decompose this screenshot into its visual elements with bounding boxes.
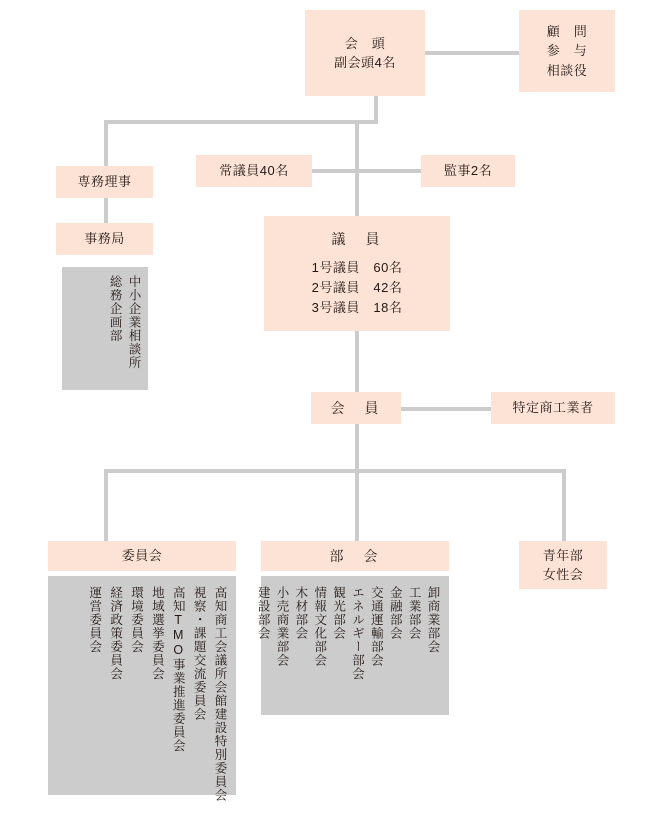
committee-list-panel bbox=[48, 576, 236, 802]
connector-councilors-members bbox=[355, 331, 359, 393]
office-label: 事務局 bbox=[84, 231, 125, 247]
node-advisor[interactable] bbox=[519, 10, 615, 92]
auditor-label: 監事2名 bbox=[443, 163, 493, 179]
councilors-row: 2号議員 42名 bbox=[311, 279, 403, 295]
connector-left-trunk-down bbox=[104, 120, 108, 166]
division-item: 卸商業部会 bbox=[426, 586, 440, 654]
president-line2: 副会頭4名 bbox=[334, 55, 396, 70]
node-division[interactable] bbox=[261, 541, 449, 571]
office-departments-panel bbox=[62, 267, 148, 390]
committee-item: 高知商工会議所会館建設特別委員会 bbox=[213, 586, 227, 802]
advisor-line2: 参 与 bbox=[546, 43, 588, 59]
committee-label: 委員会 bbox=[121, 548, 163, 564]
division-list-panel bbox=[256, 576, 449, 715]
connector-bottom-trunk bbox=[104, 469, 566, 473]
connector-president-down bbox=[374, 96, 378, 122]
division-item: 交通運輸部会 bbox=[369, 586, 384, 667]
division-item: 小売商業部会 bbox=[275, 586, 289, 667]
node-councilors[interactable] bbox=[264, 216, 450, 331]
connector-members-down bbox=[355, 423, 359, 471]
node-youth-women[interactable] bbox=[519, 541, 607, 589]
connector-drop-division bbox=[355, 469, 359, 541]
division-item: 工業部会 bbox=[407, 586, 422, 640]
standing-label: 常議員40名 bbox=[219, 163, 289, 179]
connector-standing-center bbox=[311, 169, 357, 173]
connector-drop-committee bbox=[104, 469, 108, 541]
councilors-title: 議 員 bbox=[331, 230, 383, 247]
division-item: エネルギー部会 bbox=[350, 586, 365, 681]
connector-president-advisor bbox=[425, 51, 519, 55]
councilors-row: 1号議員 60名 bbox=[311, 259, 403, 275]
node-members[interactable] bbox=[311, 392, 401, 424]
division-item: 建設部会 bbox=[256, 586, 271, 640]
node-auditor[interactable] bbox=[421, 155, 515, 187]
office-department-item: 総務企画部 bbox=[108, 275, 123, 343]
office-department-item: 中小企業相談所 bbox=[127, 275, 141, 370]
node-managing-director[interactable] bbox=[56, 166, 153, 198]
connector-center-auditor bbox=[357, 169, 422, 173]
president-line1: 会 頭 bbox=[344, 35, 386, 51]
division-item: 情報文化部会 bbox=[312, 586, 327, 667]
node-special-business[interactable] bbox=[491, 392, 615, 424]
councilors-row: 3号議員 18名 bbox=[311, 300, 403, 316]
advisor-line1: 顧 問 bbox=[546, 23, 588, 39]
connector-managing-office bbox=[104, 197, 108, 223]
division-label: 部 会 bbox=[329, 547, 381, 564]
committee-item: 環境委員会 bbox=[129, 586, 144, 654]
committee-item: 視察・課題交流委員会 bbox=[192, 586, 207, 721]
members-label: 会 員 bbox=[330, 399, 382, 416]
committee-item: 経済政策委員会 bbox=[108, 586, 123, 681]
committee-item: 運営委員会 bbox=[87, 586, 102, 654]
division-item: 木材部会 bbox=[293, 586, 308, 640]
connector-center-vertical-top bbox=[355, 120, 359, 216]
connector-trunk-horizontal bbox=[104, 120, 378, 124]
node-office[interactable] bbox=[56, 223, 153, 255]
connector-members-special bbox=[401, 407, 492, 411]
connector-drop-youth bbox=[562, 469, 566, 541]
managing-label: 専務理事 bbox=[77, 174, 132, 190]
node-president[interactable] bbox=[305, 10, 425, 96]
youth-line2: 女性会 bbox=[542, 567, 584, 582]
advisor-line3: 相談役 bbox=[546, 62, 588, 78]
special-label: 特定商工業者 bbox=[512, 400, 594, 416]
committee-item: 地域選挙委員会 bbox=[150, 586, 165, 681]
node-standing-councilors[interactable] bbox=[196, 155, 312, 187]
division-item: 金融部会 bbox=[388, 586, 403, 640]
node-committee[interactable] bbox=[48, 541, 236, 571]
committee-item: 高知TMO事業推進委員会 bbox=[171, 586, 186, 753]
division-item: 観光部会 bbox=[331, 586, 346, 640]
youth-line1: 青年部 bbox=[542, 547, 584, 563]
